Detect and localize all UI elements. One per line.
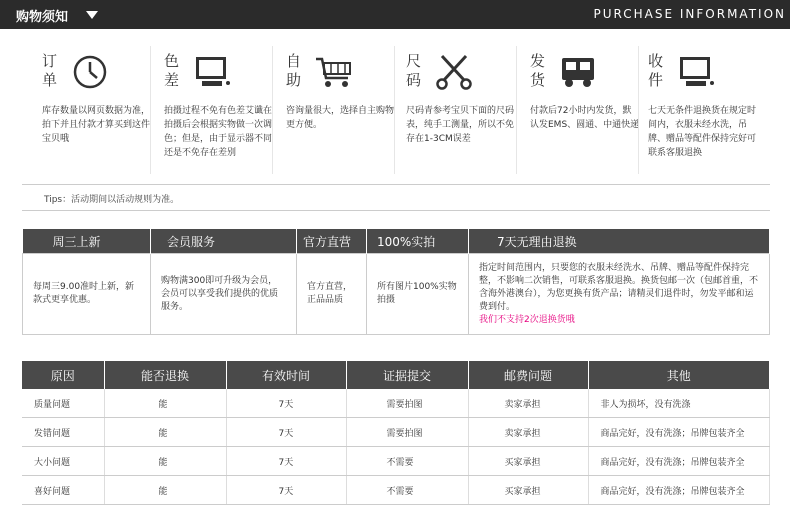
return-policy-text: 指定时间范围内，只要您的衣服未经洗水、吊牌、赠品等配件保持完整，不影响二次销售，可联系客服退换。换货包邮一次（包邮首重，不含海外港澳台），为您更换有货产品；请精灵们退件时，勿发平邮和运费到付。 xyxy=(479,262,759,312)
feature-text: 拍摄过程不免有色差艾谶在拍摄后会根据实物做一次调色；但是，由于显示器不同还是不免存在差别 xyxy=(164,106,273,158)
services-cell: 所有图片100%实物拍摄 xyxy=(367,254,469,335)
table-cell: 卖家承担 xyxy=(468,389,588,418)
returns-header: 其他 xyxy=(588,361,770,389)
table-row xyxy=(22,476,770,505)
feature-title: 尺码 xyxy=(406,52,422,89)
monitor-icon xyxy=(676,54,716,90)
table-cell: 需要拍图 xyxy=(346,418,468,447)
returns-header: 原因 xyxy=(22,361,104,389)
services-cell xyxy=(469,254,770,335)
feature-text: 库存数量以网页数据为准，拍下并且付款才算买到这件宝贝哦 xyxy=(42,106,151,144)
services-cell: 官方直营，正品品质 xyxy=(297,254,367,335)
table-row xyxy=(22,389,770,418)
returns-header: 能否退换 xyxy=(104,361,226,389)
table-cell: 需要拍图 xyxy=(346,389,468,418)
table-cell: 买家承担 xyxy=(468,447,588,476)
services-header: 周三上新 xyxy=(23,229,151,254)
services-header: 官方直营 xyxy=(297,229,367,254)
return-policy-note: 我们不支持2次退换货哦 xyxy=(479,314,575,325)
table-cell: 能 xyxy=(104,447,226,476)
services-cell: 每周三9.00准时上新，新款式更享优惠。 xyxy=(23,254,151,335)
header-subtitle: PURCHASE INFORMATION xyxy=(593,7,786,21)
feature-text: 七天无条件退换货在规定时间内，衣服未经水洗，吊牌、赠品等配件保持完好可联系客服退换 xyxy=(648,106,757,158)
feature-title: 发货 xyxy=(530,52,546,89)
header-title: 购物须知 xyxy=(16,10,69,25)
table-cell: 买家承担 xyxy=(468,476,588,505)
table-cell: 7天 xyxy=(226,447,346,476)
table-cell: 能 xyxy=(104,476,226,505)
table-cell: 商品完好，没有洗涤；吊牌包装齐全 xyxy=(588,476,770,505)
services-row xyxy=(23,254,770,335)
table-cell: 能 xyxy=(104,418,226,447)
caret-down-icon xyxy=(86,11,98,19)
feature-title: 收件 xyxy=(648,52,664,89)
table-cell: 非人为损坏，没有洗涤 xyxy=(588,389,770,418)
returns-table xyxy=(22,361,770,505)
header-bar xyxy=(0,0,790,29)
table-cell: 7天 xyxy=(226,418,346,447)
tips-text: Tips：活动期间以活动规则为准。 xyxy=(44,195,180,205)
divider xyxy=(22,210,770,211)
table-cell: 不需要 xyxy=(346,476,468,505)
table-row xyxy=(22,418,770,447)
feature-title: 色差 xyxy=(164,52,180,89)
divider xyxy=(22,184,770,185)
shopping-cart-icon xyxy=(314,54,354,90)
feature-text: 付款后72小时内发货，默认发EMS、圆通、中通快递 xyxy=(530,106,640,130)
table-cell: 7天 xyxy=(226,476,346,505)
table-cell: 商品完好，没有洗涤；吊牌包装齐全 xyxy=(588,447,770,476)
feature-text: 尺码青参考宝贝下面的尺码表，纯手工测量，所以不免存在1-3CM误差 xyxy=(406,106,515,144)
table-row xyxy=(22,447,770,476)
table-cell: 发错问题 xyxy=(22,418,104,447)
table-cell: 喜好问题 xyxy=(22,476,104,505)
services-header: 7天无理由退换 xyxy=(469,229,770,254)
feature-title: 订单 xyxy=(42,52,58,89)
returns-header: 有效时间 xyxy=(226,361,346,389)
table-cell: 7天 xyxy=(226,389,346,418)
services-cell: 购物满300即可升级为会员，会员可以享受我们提供的优质服务。 xyxy=(151,254,297,335)
scissors-icon xyxy=(434,54,474,90)
table-cell: 商品完好，没有洗涤；吊牌包装齐全 xyxy=(588,418,770,447)
services-header: 100%实拍 xyxy=(367,229,469,254)
table-cell: 卖家承担 xyxy=(468,418,588,447)
returns-header: 邮费问题 xyxy=(468,361,588,389)
table-cell: 大小问题 xyxy=(22,447,104,476)
returns-header: 证据提交 xyxy=(346,361,468,389)
table-cell: 不需要 xyxy=(346,447,468,476)
monitor-icon xyxy=(192,54,232,90)
feature-title: 自助 xyxy=(286,52,302,89)
clock-icon xyxy=(70,54,110,90)
table-cell: 能 xyxy=(104,389,226,418)
feature-text: 咨询量很大，选择自主购物更方便。 xyxy=(286,106,395,130)
services-table xyxy=(22,229,770,335)
truck-icon xyxy=(558,54,598,90)
table-cell: 质量问题 xyxy=(22,389,104,418)
services-header: 会员服务 xyxy=(151,229,297,254)
